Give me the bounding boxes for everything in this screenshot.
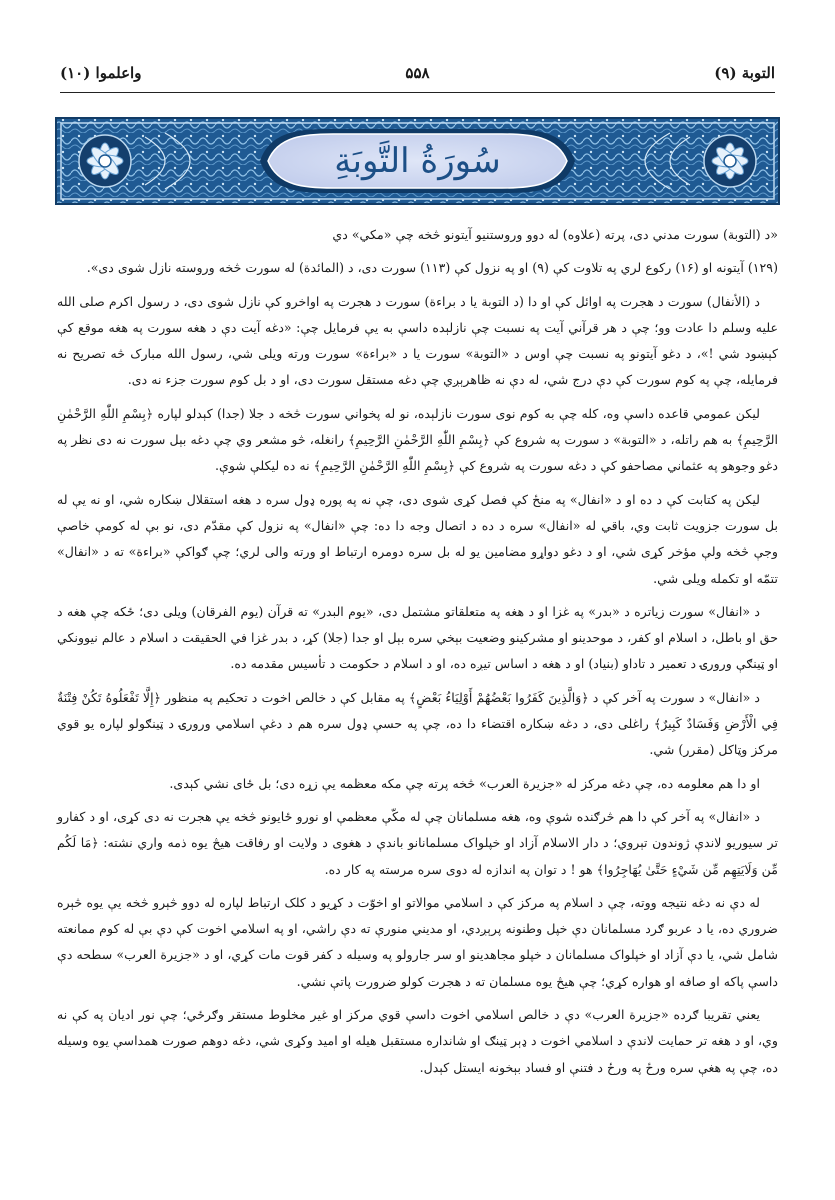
intro-paragraph: «د (التوبة) سورت مدني دی، پرته (علاوه) له دوو وروستنیو آیتونو څخه چې «مکي» دي <box>332 227 778 242</box>
surah-name-calligraphy: سُورَةُ التَّوبَةِ <box>334 141 501 181</box>
page-body <box>57 222 778 1088</box>
body-paragraph: د «انفال» په آخر کې دا هم څرګنده شوې وه، هغه مسلمانان چې له مکّې معظمې او نورو ځایونو څخه یې هجرت نه دی کړی، او د کفارو تر سیوریو لاندې ژوندون تېروي؛ د دار الاسلام آزاد او خپلواک مسلمانانو باندې د هغوی د ولایت او رفاقت هیڅ یوه ذمه واري نشته: ﴿مَا لَكُم مِّن وَلَايَتِهِم مِّن شَيْءٍ حَتَّىٰ يُهَاجِرُوا﴾ هو ! د توان په اندازه له دوی سره مرسته په کار ده. <box>57 808 778 877</box>
page-header <box>60 64 775 88</box>
juz-running-title: واعلموا (۱۰) <box>60 64 142 82</box>
body-paragraph: د «انفال» سورت زیاتره د «بدر» په غزا او د هغه په متعلقاتو مشتمل دی، «یوم البدر» ته قرآن (یوم الفرقان) ویلی دی؛ ځکه چې هغه د حق او باطل، د اسلام او کفر، د موحدینو او مشرکینو وضعیت بېخي سره بېل او جدا (جلا) کړ، د بدر غزا في الحقیقت د اسلام د عالم نیوونکي او ټینګې ورورۍ د تعمیر د تاداو (بنیاد) او د هغه د اساس تیږه ده، او د اسلام د حکومت د تأسیس مقدمه ده. <box>57 603 778 672</box>
body-paragraph: او دا هم معلومه ده، چې دغه مرکز له «جزیرة العرب» څخه پرته چې مکه معظمه یې زړه دی؛ بل ځای نشي کېدی. <box>169 775 760 791</box>
body-paragraph: لیکن په کتابت کې د ده او د «انفال» په منځ کې فصل کړی شوی دی، چې نه په پوره ډول سره د هغه استقلال ښکاره شي، او نه یې له بل سورت جزویت ثابت وي، باقي له «انفال» سره د ده د اتصال وجه دا ده: چې «انفال» په نزول کې مقدّم دی، نو بې له کومې خاصې وجې څخه ولې مؤخر کړی شي، او د دغو دواړو مضامین یو له بل سره دومره ارتباط او ورته والی لري؛ چې ګواکې «براءة» ته د «انفال» تتمّه او تکمله ویلی شي. <box>57 491 778 586</box>
page-number: ۵۵۸ <box>405 64 430 82</box>
body-paragraph: د (الأنفال) سورت د هجرت په اوائل کې او دا (د التوبة یا د براءة) سورت د هجرت په اواخرو کې نازل شوی دی، د رسول اکرم صلی الله علیه وسلم دا عادت وو؛ چې د هر قرآني آیت په نسبت چې نازلېده داسې به یې فرمایل چې: «دغه آیت دې د هغه سورت په هغه موقع کې کېښود شي !»، د دغو آیتونو په نسبت چې اوس د «التوبة» سورت یا د «براءة» سورت ورته ویلی شي، رسول الله مبارک څه تصریح نه فرمایله، چې په کوم سورت کې دې درج شي، له دې نه ظاهرېږي چې دغه مستقل سورت دی، او د بل کوم سورت جزء نه دی. <box>57 293 778 388</box>
intro-paragraph-continued: (۱۲۹) آیتونه او (۱۶) رکوع لري په تلاوت کې (۹) او په نزول کې (۱۱۳) سورت دی، د (المائدة) له سورت څخه وروسته نازل شوی دی». <box>86 260 778 276</box>
body-paragraph: یعني تقریبا ګرده «جزیرة العرب» دې د خالص اسلامي اخوت داسې قوي مرکز او غیر مخلوط مستقر وګرځي؛ چې نور ادیان په کې نه وي، او د هغه تر حمایت لاندې د اسلامي اخوت د ډېر ټینګ او شانداره مستقبل هیله او امید وکړی شي، دغه دوهم صورت همداسې یوه وسیله ده، چې په هغې سره ورځ په ورځ د فتنې او فساد بېخونه ایستل کېدل. <box>57 1007 778 1075</box>
surah-title-banner <box>55 117 780 205</box>
header-divider <box>60 92 775 93</box>
surah-running-title: التوبة (۹) <box>714 64 775 82</box>
body-paragraph: د «انفال» د سورت په آخر کې د ﴿وَالَّذِينَ كَفَرُوا بَعْضُهُمْ أَوْلِيَاءُ بَعْضٍ﴾ په مقابل کې د خالص اخوت د تحکیم په منظور ﴿إِلَّا تَفْعَلُوهُ تَكُنْ فِتْنَةٌ فِي الْأَرْضِ وَفَسَادٌ كَبِيرٌ﴾ راغلی دی، د دغه ښکاره اقتضاء دا ده، چې په حسې ډول سره هم د دغې اسلامي ورورۍ د ټینګولو لپاره یو قوي مرکز وټاکل (مقرر) شي. <box>57 689 778 758</box>
body-paragraph: له دې نه دغه نتیجه ووته، چې د اسلام په مرکز کې د اسلامي موالاتو او اخوّت د کړیو د کلک ارتباط لپاره له دوو څېرو څخه یې یوه څېره ضروري ده، یا د عربو ګرد مسلمانان دې خپل وطنونه پرېږدي، او مدیني منورې ته دې راشي، او په اسلامي اخوت کې دې بې له کوم ممانعته شامل شي، یا دې آزاد او خپلواک مسلمانان د خپلو مجاهدینو او سر جارولو په وسیله د کفر قوت مات کړي، او د «جزیرة العرب» سطحه دې داسې پاکه او صافه او هواره کړي؛ چې هیڅ یوه مسلمان ته د هجرت کولو ضرورت پاتې نشي. <box>57 894 778 989</box>
body-paragraph: لیکن عمومي قاعده داسې وه، کله چې به کوم نوی سورت نازلېده، نو له پخواني سورت څخه د جلا (جدا) کېدلو لپاره ﴿بِسْمِ اللّٰهِ الرَّحْمٰنِ الرَّحِيمِ﴾ به هم راتله، د «التوبة» د سورت په شروع کې ﴿بِسْمِ اللّٰهِ الرَّحْمٰنِ الرَّحِيمِ﴾ رانغله، څو مشعر وي چې دغه بېل سورت نه دی نظر په دغو وجوهو په عثماني مصاحفو کې د دغه سورت په شروع کې ﴿بِسْمِ اللّٰهِ الرَّحْمٰنِ الرَّحِيمِ﴾ نه ده لیکلې شوې. <box>57 405 778 474</box>
